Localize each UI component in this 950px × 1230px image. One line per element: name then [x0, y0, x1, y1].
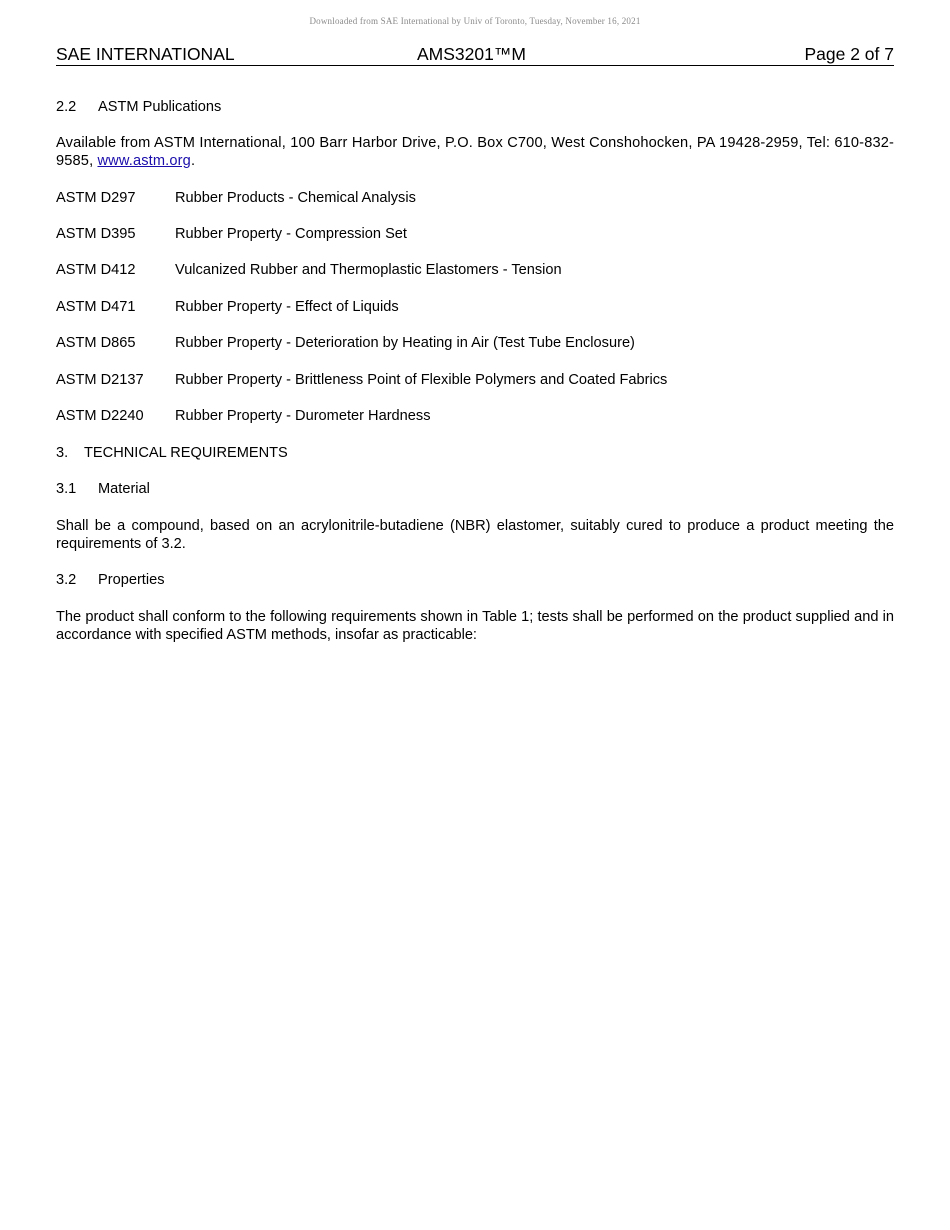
reference-item: [56, 298, 399, 316]
reference-title: Rubber Property - Compression Set: [175, 226, 407, 242]
reference-code: ASTM D395: [56, 226, 136, 242]
section-2-2-heading: [56, 98, 221, 116]
reference-title: Rubber Property - Deterioration by Heating in Air (Test Tube Enclosure): [175, 335, 635, 351]
download-note: Downloaded from SAE International by Univ of Toronto, Tuesday, November 16, 2021: [309, 16, 641, 26]
section-title: TECHNICAL REQUIREMENTS: [84, 445, 288, 461]
reference-title: Vulcanized Rubber and Thermoplastic Elastomers - Tension: [175, 262, 562, 278]
availability-text: Available from ASTM International, 100 Barr Harbor Drive, P.O. Box C700, West Conshohocken, PA 19428-2959, Tel: 610-832-9585,: [56, 135, 894, 169]
reference-item: [56, 261, 562, 279]
reference-title: Rubber Property - Durometer Hardness: [175, 408, 431, 424]
reference-item: [56, 225, 407, 243]
section-title: Properties: [98, 572, 165, 588]
header-document-id: AMS3201™M: [417, 44, 526, 64]
reference-code: ASTM D412: [56, 262, 136, 278]
reference-item: [56, 407, 431, 425]
reference-title: Rubber Products - Chemical Analysis: [175, 190, 416, 206]
reference-code: ASTM D865: [56, 335, 136, 351]
section-number: 3.2: [56, 572, 77, 588]
astm-availability-paragraph: [56, 134, 894, 170]
section-3-2-heading: [56, 571, 165, 589]
availability-text-end: .: [190, 153, 196, 169]
reference-code: ASTM D297: [56, 190, 136, 206]
section-title: ASTM Publications: [98, 99, 222, 115]
section-3-heading: [56, 444, 288, 462]
reference-title: Rubber Property - Brittleness Point of Flexible Polymers and Coated Fabrics: [175, 372, 668, 388]
section-3-1-heading: [56, 480, 150, 498]
header-publisher: SAE INTERNATIONAL: [56, 44, 235, 64]
reference-code: ASTM D2240: [56, 408, 144, 424]
reference-title: Rubber Property - Effect of Liquids: [175, 299, 399, 315]
astm-website-link[interactable]: www.astm.org: [97, 153, 191, 169]
header-page-number: Page 2 of 7: [804, 44, 894, 64]
reference-item: [56, 189, 416, 207]
material-paragraph: Shall be a compound, based on an acrylonitrile-butadiene (NBR) elastomer, suitably cured to produce a product meeting the requirements of 3.2.: [56, 518, 894, 552]
reference-item: [56, 334, 635, 352]
page-header: [56, 44, 894, 66]
section-number: 3.: [56, 445, 69, 461]
reference-item: [56, 371, 667, 389]
reference-code: ASTM D2137: [56, 372, 144, 388]
section-title: Material: [98, 481, 150, 497]
reference-code: ASTM D471: [56, 299, 136, 315]
section-number: 2.2: [56, 99, 77, 115]
properties-paragraph: The product shall conform to the following requirements shown in Table 1; tests shall be performed on the product supplied and in accordance with specified ASTM methods, insofar as practicable:: [56, 609, 894, 643]
section-number: 3.1: [56, 481, 77, 497]
